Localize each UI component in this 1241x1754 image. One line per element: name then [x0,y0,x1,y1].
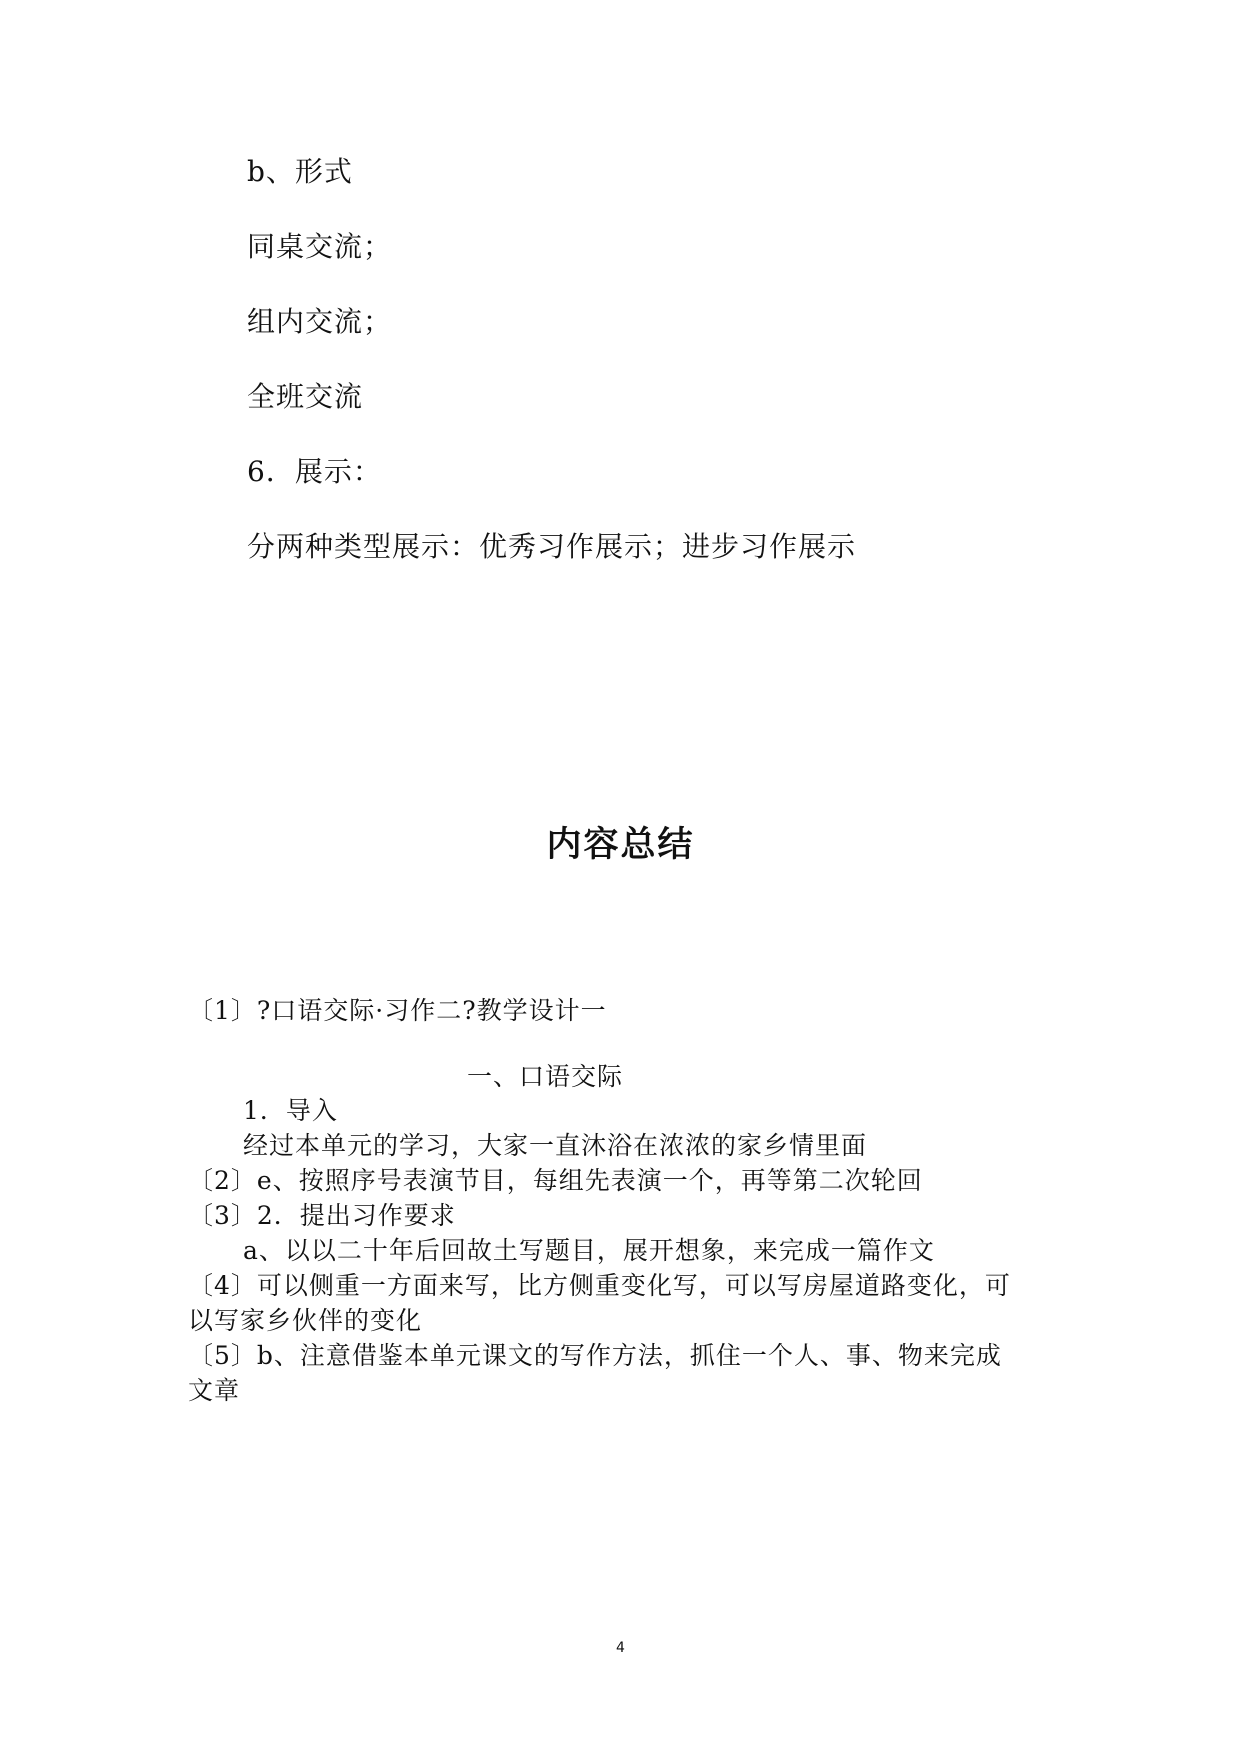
summary-line-4-continued: 以写家乡伙伴的变化 [188,1306,423,1335]
summary-line-1: 〔1〕?口语交际·习作二?教学设计一 [188,996,607,1025]
group-exchange-line: 组内交流； [247,305,393,338]
form-heading: b、形式 [247,155,353,188]
deskmate-exchange-line: 同桌交流； [247,230,393,263]
page-number: 4 [616,1640,625,1656]
class-exchange-line: 全班交流 [247,380,364,413]
summary-section-heading: 一、口语交际 [467,1062,624,1091]
display-types-line: 分两种类型展示：优秀习作展示；进步习作展示 [247,530,857,563]
summary-line-4: 〔4〕可以侧重一方面来写，比方侧重变化写，可以写房屋道路变化，可 [188,1271,1011,1300]
summary-line-5: 〔5〕b、注意借鉴本单元课文的写作方法，抓住一个人、事、物来完成 [188,1341,1002,1370]
summary-line-3: 〔3〕2．提出习作要求 [188,1201,456,1230]
summary-intro-heading: 1．导入 [243,1096,338,1125]
display-heading: 6．展示： [247,455,382,488]
summary-line-2: 〔2〕e、按照序号表演节目，每组先表演一个，再等第二次轮回 [188,1166,923,1195]
summary-line-5-continued: 文章 [188,1376,241,1405]
summary-title: 内容总结 [546,825,695,865]
summary-intro-text: 经过本单元的学习，大家一直沐浴在浓浓的家乡情里面 [243,1131,868,1160]
summary-requirement-a: a、以以二十年后回故土写题目，展开想象，来完成一篇作文 [243,1236,935,1265]
